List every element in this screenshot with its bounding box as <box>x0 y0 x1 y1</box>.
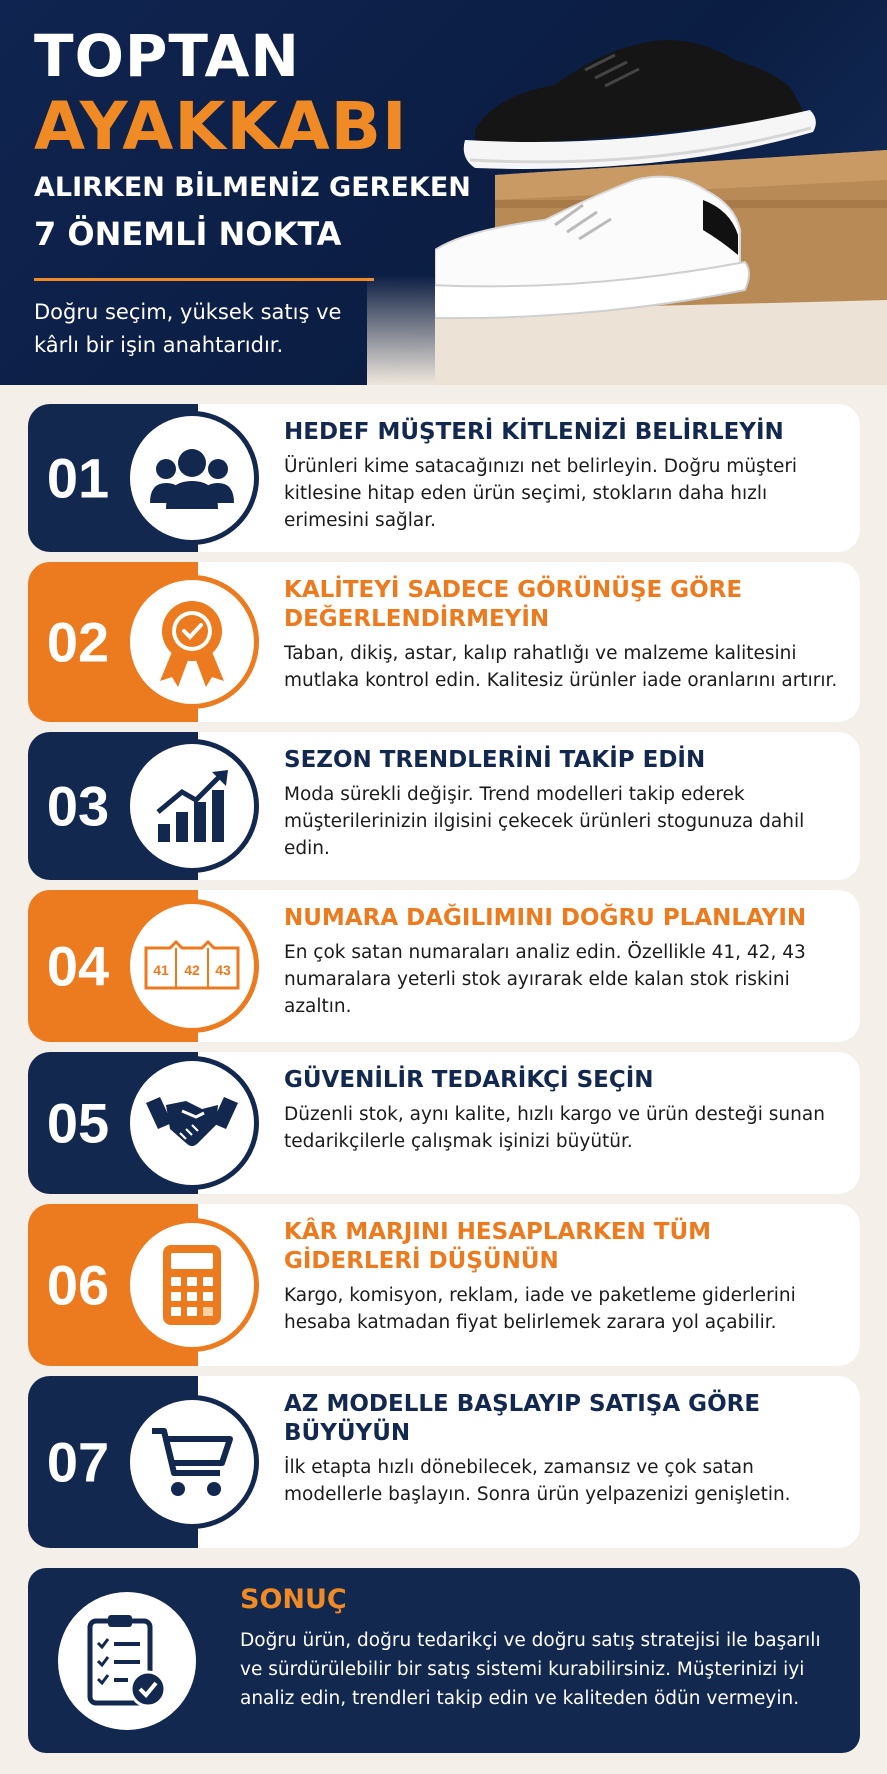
step-text: Kargo, komisyon, reklam, iade ve paketleme giderlerini hesaba katmadan fiyat belirlemek zarara yol açabilir. <box>284 1285 796 1333</box>
title-line1: TOPTAN <box>34 22 300 90</box>
step-number: 03 <box>46 774 110 838</box>
subtitle-line2: 7 ÖNEMLİ NOKTA <box>34 215 342 253</box>
header-banner <box>0 0 887 385</box>
result-title: SONUÇ <box>240 1584 347 1615</box>
sneakers-on-box-image <box>435 0 887 385</box>
growth-chart-icon <box>152 768 232 844</box>
title-divider <box>34 278 374 281</box>
step-number: 01 <box>46 446 110 510</box>
result-panel <box>28 1568 860 1753</box>
step-number: 02 <box>46 610 110 674</box>
step-01 <box>28 404 860 552</box>
step-05 <box>28 1052 860 1194</box>
tagline: Doğru seçim, yüksek satış ve kârlı bir işin anahtarıdır. <box>34 300 342 357</box>
size-label: 41 <box>153 962 169 978</box>
quality-badge-icon <box>152 597 232 687</box>
step-07 <box>28 1376 860 1548</box>
calculator-icon <box>161 1243 223 1327</box>
step-title: AZ MODELLE BAŞLAYIP SATIŞA GÖRE BÜYÜYÜN <box>284 1391 761 1446</box>
handshake-icon <box>146 1093 238 1153</box>
checklist-icon <box>86 1613 168 1709</box>
step-number: 06 <box>46 1253 110 1317</box>
white-sneaker <box>435 177 749 318</box>
step-text: İlk etapta hızlı dönebilecek, zamansız ve çok satan modellerle başlayın. Sonra ürün yelpazenizi genişletin. <box>284 1457 791 1505</box>
shopping-cart-icon <box>150 1425 234 1499</box>
title-line2: AYAKKABI <box>34 88 408 165</box>
size-tags-icon <box>144 938 240 994</box>
users-icon <box>150 443 234 513</box>
step-number: 05 <box>46 1091 110 1155</box>
step-title: NUMARA DAĞILIMINI DOĞRU PLANLAYIN <box>284 905 807 931</box>
step-title: KÂR MARJINI HESAPLARKEN TÜM GİDERLERİ DÜŞÜNÜN <box>284 1219 712 1274</box>
step-text: En çok satan numaraları analiz edin. Özellikle 41, 42, 43 numaralara yeterli stok ayırarak elde kalan stok riskini azaltın. <box>284 942 806 1017</box>
result-text: Doğru ürün, doğru tedarikçi ve doğru satış stratejisi ile başarılı ve sürdürülebilir bir satış sistemi kurabilirsiniz. Müşterinizi iyi analiz edin, trendleri takip edin ve kaliteden ödün vermeyin. <box>240 1630 821 1709</box>
step-03 <box>28 732 860 880</box>
step-06 <box>28 1204 860 1366</box>
subtitle-line1: ALIRKEN BİLMENİZ GEREKEN <box>34 172 471 203</box>
step-number: 07 <box>46 1430 110 1494</box>
step-04 <box>28 890 860 1042</box>
step-text: Moda sürekli değişir. Trend modelleri takip ederek müşterilerinizin ilgisini çekecek ürünleri stogunuza dahil edin. <box>284 784 805 859</box>
step-text: Düzenli stok, aynı kalite, hızlı kargo ve ürün desteği sunan tedarikçilerle çalışmak işinizi büyütür. <box>284 1104 825 1152</box>
size-label: 43 <box>215 962 231 978</box>
step-title: SEZON TRENDLERİNİ TAKİP EDİN <box>284 747 706 773</box>
step-title: KALİTEYİ SADECE GÖRÜNÜŞE GÖRE DEĞERLENDİRMEYİN <box>284 577 743 632</box>
step-text: Taban, dikiş, astar, kalıp rahatlığı ve malzeme kalitesini mutlaka kontrol edin. Kalitesiz ürünler iade oranlarını artırır. <box>284 643 838 691</box>
step-number: 04 <box>46 934 110 998</box>
black-sneaker <box>464 40 816 169</box>
step-title: GÜVENİLİR TEDARİKÇİ SEÇİN <box>284 1067 654 1093</box>
step-02 <box>28 562 860 722</box>
step-title: HEDEF MÜŞTERİ KİTLENİZİ BELİRLEYİN <box>284 419 784 445</box>
step-text: Ürünleri kime satacağınızı net belirleyin. Doğru müşteri kitlesine hitap eden ürün seçimi, stokların daha hızlı erimesini sağlar. <box>284 456 798 531</box>
size-label: 42 <box>184 962 200 978</box>
